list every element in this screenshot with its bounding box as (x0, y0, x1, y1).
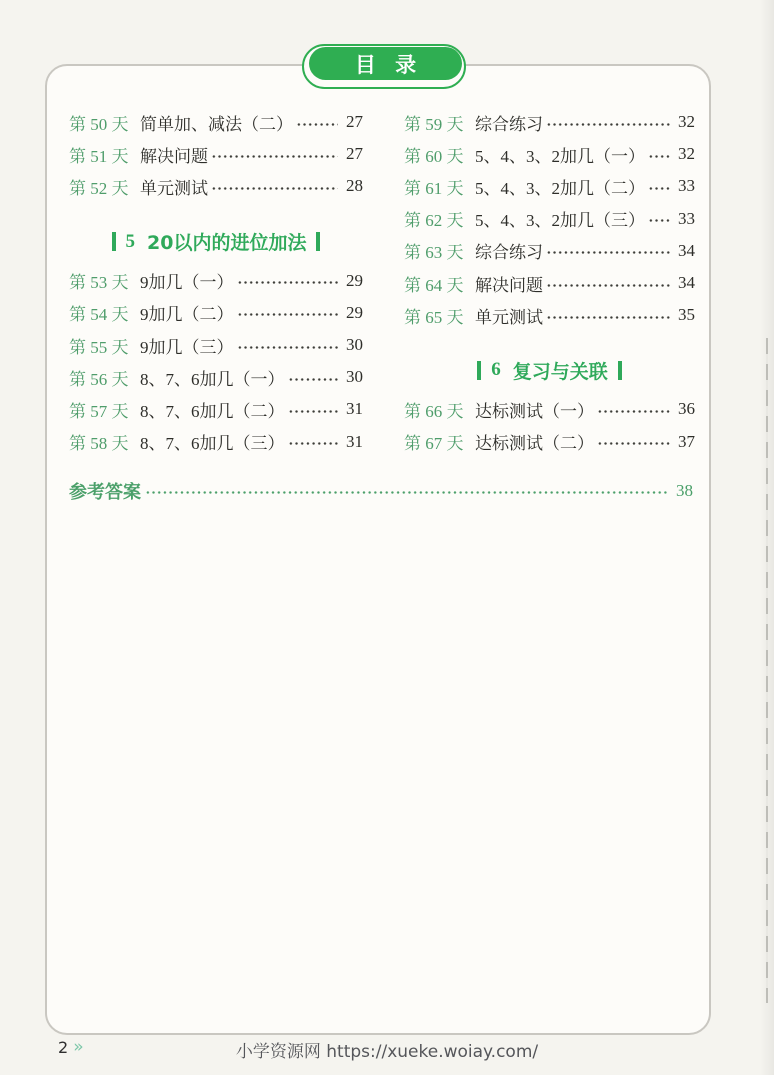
section-title: 20以内的进位加法 (147, 232, 307, 255)
double-chevron-icon: » (73, 1037, 84, 1057)
toc-entry-title: 9加几（三） (140, 337, 234, 357)
toc-entry-page: 30 (346, 367, 363, 387)
toc-entry-day: 第 67 天 (404, 434, 464, 454)
toc-entry (69, 426, 363, 458)
toc-entry-day: 第 50 天 (69, 114, 129, 134)
dot-leader (237, 346, 339, 349)
section-number: 6 (491, 359, 501, 381)
toc-entry (404, 267, 695, 299)
toc-entry (69, 170, 363, 202)
toc-entry-day: 第 66 天 (404, 401, 464, 421)
toc-badge (302, 44, 466, 89)
toc-entry-day: 第 59 天 (404, 114, 464, 134)
toc-entry (404, 393, 695, 425)
watermark-url: 小学资源网 https://xueke.woiay.com/ (235, 1042, 539, 1062)
toc-entry-page: 29 (346, 270, 363, 290)
section-marker-icon (477, 361, 481, 380)
toc-entry (404, 299, 695, 331)
toc-entry-title: 8、7、6加几（二） (140, 401, 285, 421)
toc-entry-title: 解决问题 (475, 275, 543, 295)
toc-entry (404, 203, 695, 235)
toc-section-header (69, 225, 363, 259)
toc-entry-page: 33 (678, 176, 695, 196)
toc-entry-page: 36 (678, 399, 695, 419)
toc-entry-day: 第 53 天 (69, 273, 129, 293)
dot-leader (648, 155, 670, 158)
toc-entry-page: 29 (346, 302, 363, 322)
toc-entry-day: 第 65 天 (404, 307, 464, 327)
toc-entry-page: 31 (346, 431, 363, 451)
toc-entry-title: 简单加、减法（二） (140, 114, 293, 134)
toc-entry-page: 32 (678, 144, 695, 164)
toc-entry-page: 34 (678, 273, 695, 293)
toc-entry (69, 393, 363, 425)
dot-leader (597, 410, 670, 413)
section-title: 复习与关联 (512, 360, 608, 383)
toc-entry-title: 8、7、6加几（一） (140, 369, 285, 389)
dot-leader (597, 442, 670, 445)
toc-entry-title: 单元测试 (475, 307, 543, 327)
toc-entry-day: 第 58 天 (69, 434, 129, 454)
answers-label: 参考答案 (69, 481, 141, 502)
scan-artifact-line (766, 338, 768, 1003)
dot-leader (211, 155, 338, 158)
dot-leader (211, 187, 338, 190)
toc-entry-title: 综合练习 (475, 114, 543, 134)
toc-entry-page: 28 (346, 176, 363, 196)
toc-entry-title: 综合练习 (475, 243, 543, 263)
toc-section-header (404, 353, 695, 387)
toc-column-left (69, 106, 363, 458)
toc-entry (69, 138, 363, 170)
toc-entry (404, 106, 695, 138)
toc-entry-page: 33 (678, 208, 695, 228)
toc-column-right (404, 106, 695, 458)
dot-leader (145, 491, 668, 494)
toc-entry-page: 32 (678, 112, 695, 132)
toc-entry (69, 361, 363, 393)
toc-entry (404, 426, 695, 458)
toc-entry-title: 达标测试（二） (475, 434, 594, 454)
toc-entry-page: 31 (346, 399, 363, 419)
toc-entry (404, 235, 695, 267)
answers-page-number: 38 (676, 480, 693, 500)
dot-leader (237, 313, 339, 316)
page-number: 2 (58, 1038, 69, 1057)
dot-leader (546, 316, 670, 319)
toc-entry-title: 9加几（二） (140, 305, 234, 325)
dot-leader (648, 187, 670, 190)
toc-entry-day: 第 51 天 (69, 146, 129, 166)
toc-entry-title: 9加几（一） (140, 273, 234, 293)
toc-entry-title: 5、4、3、2加几（三） (475, 211, 645, 231)
section-marker-icon (618, 361, 622, 380)
toc-entry-day: 第 64 天 (404, 275, 464, 295)
toc-entry (69, 329, 363, 361)
dot-leader (296, 123, 338, 126)
toc-entry-answers (69, 475, 693, 507)
toc-page-card (45, 52, 711, 1035)
toc-entry-day: 第 63 天 (404, 243, 464, 263)
toc-entry-title: 单元测试 (140, 178, 208, 198)
dot-leader (288, 410, 339, 413)
toc-entry-title: 5、4、3、2加几（一） (475, 146, 645, 166)
toc-entry (69, 297, 363, 329)
toc-columns (47, 66, 709, 458)
toc-entry-day: 第 57 天 (69, 401, 129, 421)
toc-entry-page: 27 (346, 112, 363, 132)
toc-entry-title: 达标测试（一） (475, 401, 594, 421)
section-marker-icon (316, 232, 320, 251)
dot-leader (546, 284, 670, 287)
toc-entry-title: 8、7、6加几（三） (140, 434, 285, 454)
section-marker-icon (112, 232, 116, 251)
section-number: 5 (125, 230, 136, 252)
toc-entry-day: 第 60 天 (404, 146, 464, 166)
toc-badge-label: 目 录 (309, 47, 462, 80)
toc-entry-page: 30 (346, 335, 363, 355)
toc-entry (404, 170, 695, 202)
toc-entry (404, 138, 695, 170)
dot-leader (546, 123, 670, 126)
toc-entry-page: 37 (678, 431, 695, 451)
toc-entry-day: 第 52 天 (69, 178, 129, 198)
toc-entry-day: 第 62 天 (404, 211, 464, 231)
dot-leader (237, 281, 339, 284)
dot-leader (546, 251, 670, 254)
toc-entry-title: 解决问题 (140, 146, 208, 166)
toc-entry-page: 35 (678, 305, 695, 325)
dot-leader (288, 442, 339, 445)
toc-entry-day: 第 55 天 (69, 337, 129, 357)
toc-entry-day: 第 56 天 (69, 369, 129, 389)
dot-leader (648, 219, 670, 222)
toc-entry (69, 106, 363, 138)
toc-entry-page: 34 (678, 240, 695, 260)
toc-entry (69, 265, 363, 297)
dot-leader (288, 378, 339, 381)
toc-entry-page: 27 (346, 144, 363, 164)
toc-entry-day: 第 54 天 (69, 305, 129, 325)
toc-entry-day: 第 61 天 (404, 178, 464, 198)
toc-entry-title: 5、4、3、2加几（二） (475, 178, 645, 198)
